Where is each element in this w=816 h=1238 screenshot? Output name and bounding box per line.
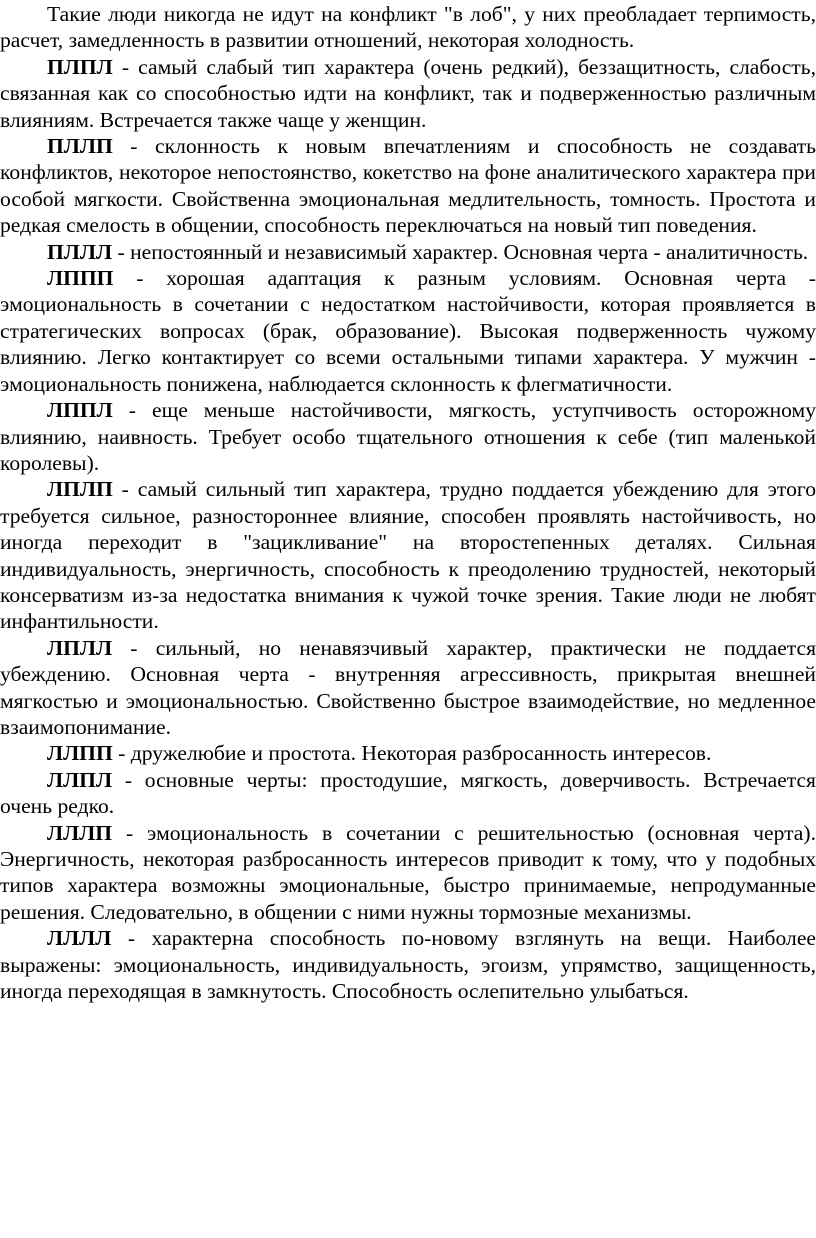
paragraph-text: - эмоциональность в сочетании с решительностью (основная черта). Энергичность, некоторая разбросанность интересов приводит к тому, что у подобных типов характера возможны эмоциональные, быстро принимаемые, непродуманные решения. Следовательно, в общении с ними нужны тормозные механизмы. xyxy=(0,820,816,924)
type-code: ЛЛПП xyxy=(47,741,113,766)
paragraph-text: - хорошая адаптация к разным условиям. Основная черта - эмоциональность в сочетании с недостатком настойчивости, которая проявляется в стратегических вопросах (брак, образование). Высокая подверженность чужому влиянию. Легко контактирует со всеми остальными типами характера. У мужчин - эмоциональность понижена, наблюдается склонность к флегматичности. xyxy=(0,266,816,396)
paragraph-llpl xyxy=(0,767,816,820)
type-code: ЛПЛП xyxy=(47,477,113,502)
paragraph-text: - самый слабый тип характера (очень редкий), беззащитность, слабость, связанная как со способностью идти на конфликт, так и подверженностью различным влияниям. Встречается также чаще у женщин. xyxy=(0,54,816,132)
paragraph-llll xyxy=(0,925,816,1004)
paragraph-text: - дружелюбие и простота. Некоторая разбросанность интересов. xyxy=(112,741,712,766)
paragraph-text: - склонность к новым впечатлениям и способность не создавать конфликтов, некоторое непостоянство, кокетство на фоне аналитического характера при особой мягкости. Свойственна эмоциональная медлительность, томность. Простота и редкая смелость в общении, способность переключаться на новый тип поведения. xyxy=(0,134,816,238)
paragraph-lppl xyxy=(0,397,816,476)
paragraph-text: - еще меньше настойчивости, мягкость, уступчивость осторожному влиянию, наивность. Требует особо тщательного отношения к себе (тип маленькой королевы). xyxy=(0,398,816,475)
type-code: ЛППЛ xyxy=(47,398,113,423)
paragraph-pllp xyxy=(0,133,816,239)
type-code: ПЛЛП xyxy=(47,134,113,159)
paragraph-plll xyxy=(0,239,816,265)
paragraph-text: - характерна способность по-новому взглянуть на вещи. Наиболее выражены: эмоциональность, индивидуальность, эгоизм, упрямство, защищенность, иногда переходящая в замкнутость. Способность ослепительно улыбаться. xyxy=(0,926,816,1004)
paragraph-text: - непостоянный и независимый характер. Основная черта - аналитичность. xyxy=(112,239,809,264)
paragraph-text: Такие люди никогда не идут на конфликт "в лоб", у них преобладает терпимость, расчет, замедленность в развитии отношений, некоторая холодность. xyxy=(0,2,816,53)
paragraph-text: - сильный, но ненавязчивый характер, практически не поддается убеждению. Основная черта - внутренняя агрессивность, прикрытая внешней мягкостью и эмоциональностью. Свойственно быстрое взаимодействие, но медленное взаимопонимание. xyxy=(0,635,816,739)
type-code: ЛПЛЛ xyxy=(47,635,113,660)
paragraph-lppp xyxy=(0,265,816,397)
type-code: ЛППП xyxy=(47,266,114,291)
paragraph-lplp xyxy=(0,476,816,634)
type-code: ПЛЛЛ xyxy=(47,239,113,264)
paragraph-llpp xyxy=(0,740,816,766)
type-code: ЛЛЛЛ xyxy=(47,926,112,951)
paragraph-text: - самый сильный тип характера, трудно поддается убеждению для этого требуется сильное, разностороннее влияние, способен проявлять настойчивость, но иногда переходит в "зацикливание" на второстепенных деталях. Сильная индивидуальность, энергичность, способность к преодолению трудностей, некоторый консерватизм из-за недостатка внимания к чужой точке зрения. Такие люди не любят инфантильности. xyxy=(0,477,816,634)
paragraph-intro xyxy=(0,1,816,54)
paragraph-lpll xyxy=(0,635,816,741)
type-code: ПЛПЛ xyxy=(47,54,113,79)
type-code: ЛЛЛП xyxy=(47,820,113,845)
paragraph-text: - основные черты: простодушие, мягкость, доверчивость. Встречается очень редко. xyxy=(0,767,816,819)
paragraph-plpl xyxy=(0,54,816,133)
paragraph-lllp xyxy=(0,820,816,926)
type-code: ЛЛПЛ xyxy=(47,767,113,792)
